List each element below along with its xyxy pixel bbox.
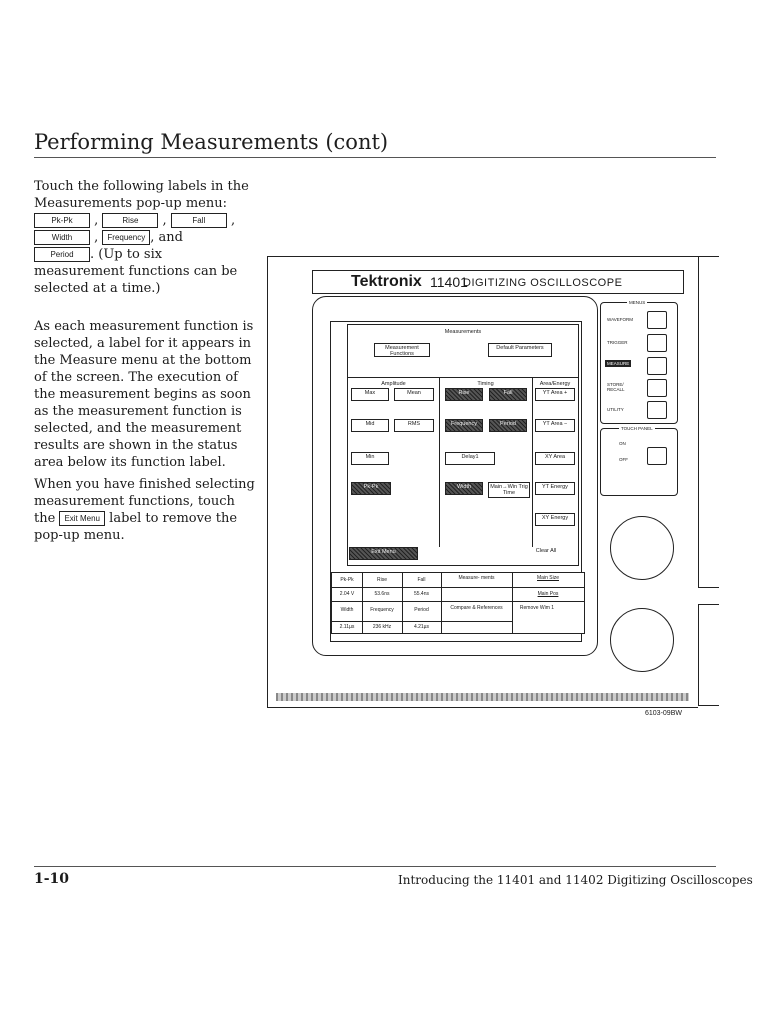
main-pos-label[interactable]: Main Pos [537, 591, 559, 597]
status-col-4 [512, 573, 513, 633]
status-label-pkpk[interactable]: Pk-Pk [340, 577, 354, 583]
intro-paragraph: Touch the following labels in the Measurements pop-up menu: Pk-Pk , Rise , Fall , Width , Frequency , and Period . (Up to six measurement functions can be selected at a time.) [34, 179, 249, 296]
intro-after-text: . (Up to six measurement functions can be selected at a time.) [34, 247, 238, 296]
status-rule-3 [332, 621, 512, 622]
frequency-button[interactable]: Frequency [445, 419, 483, 432]
exit-paragraph [34, 476, 256, 544]
status-value-period: 4.21µs [413, 624, 430, 630]
label-fall: Fall [171, 213, 227, 228]
side-panel-lower [698, 604, 719, 706]
title-rule [34, 157, 716, 158]
status-label-frequency[interactable]: Frequency [370, 607, 394, 613]
status-col-3 [441, 573, 442, 633]
default-parameters-button[interactable]: Default Parameters [488, 343, 552, 357]
label-period: Period [34, 247, 90, 262]
trigger-button[interactable] [647, 334, 667, 352]
status-value-pkpk: 2.04 V [339, 591, 355, 597]
clear-all-button[interactable]: Clear All [516, 547, 576, 560]
compare-references-label[interactable]: Compare & References [450, 605, 503, 611]
delay1-button[interactable]: Delay1 [445, 452, 495, 465]
fall-button[interactable]: Fall [489, 388, 527, 401]
menu-title: Measurements [444, 329, 482, 335]
label-frequency: Frequency [102, 230, 150, 245]
measurements-menu-label[interactable]: Measure- ments [458, 575, 495, 581]
lower-control-knob[interactable] [610, 608, 674, 672]
label-width: Width [34, 230, 90, 245]
status-label-period[interactable]: Period [414, 607, 429, 613]
waveform-button[interactable] [647, 311, 667, 329]
utility-button[interactable] [647, 401, 667, 419]
measurements-popup-menu [347, 324, 579, 566]
model-description: DIGITIZING OSCILLOSCOPE [463, 277, 623, 289]
menu-divider [348, 377, 578, 378]
brand-bar [312, 270, 684, 294]
status-value-rise: 53.6ns [374, 591, 390, 597]
intro-text: Touch the following labels in the Measurements pop-up menu: [34, 179, 249, 211]
side-panel-upper [698, 256, 719, 588]
pkpk-button[interactable]: Pk-Pk [351, 482, 391, 495]
area-energy-heading: Area/Energy [539, 381, 571, 387]
utility-label: UTILITY [607, 407, 624, 412]
xy-energy-button[interactable]: XY Energy [535, 513, 575, 526]
status-rule-1 [332, 587, 584, 588]
trigger-label: TRIGGER [607, 340, 628, 345]
status-value-fall: 55.4ns [413, 591, 429, 597]
main-size-label[interactable]: Main Size [537, 575, 559, 581]
max-button[interactable]: Max [351, 388, 389, 401]
measure-button[interactable] [647, 357, 667, 375]
waveform-label: WAVEFORM [607, 317, 633, 322]
status-rule-2 [332, 601, 584, 602]
status-value-width: 2.11µs [339, 624, 355, 630]
yt-energy-button[interactable]: YT Energy [535, 482, 575, 495]
period-button[interactable]: Period [489, 419, 527, 432]
page-title: Performing Measurements (cont) [34, 130, 389, 154]
remove-wim-label[interactable]: Remove Wim 1 [519, 605, 555, 611]
exit-menu-button[interactable]: Exit Menu [349, 547, 418, 560]
status-label-fall[interactable]: Fall [417, 577, 426, 583]
brand-logo: Tektronix [351, 273, 422, 290]
touch-panel-button[interactable] [647, 447, 667, 465]
status-value-frequency: 236 kHz [372, 624, 392, 630]
mean-button[interactable]: Mean [394, 388, 434, 401]
min-button[interactable]: Min [351, 452, 389, 465]
exit-after-text: label to remove the pop-up menu. [34, 511, 238, 543]
amplitude-heading: Amplitude [381, 381, 406, 387]
label-pkpk: Pk-Pk [34, 213, 90, 228]
exit-before-text: When you have finished selecting measurement functions, touch the [34, 477, 255, 526]
status-label-rise[interactable]: Rise [376, 577, 387, 583]
bottom-vent-strip [276, 693, 689, 701]
store-recall-label: STORE/ RECALL [607, 382, 625, 392]
width-button[interactable]: Width [445, 482, 483, 495]
label-exit-menu: Exit Menu [59, 511, 105, 526]
touch-panel-heading: TOUCH PANEL [621, 426, 653, 431]
main-win-trig-time-button[interactable]: Main→Win Trig Time [488, 482, 530, 498]
measure-status-area [331, 572, 585, 634]
mid-button[interactable]: Mid [351, 419, 389, 432]
and-text: , and [150, 230, 183, 245]
menus-heading: MENUS [629, 300, 646, 305]
model-number: 11401 [430, 274, 468, 290]
measurement-functions-button[interactable]: Measurement Functions [374, 343, 430, 357]
book-title: Introducing the 11401 and 11402 Digitizing Oscilloscopes [398, 873, 753, 887]
yt-area-minus-button[interactable]: YT Area − [535, 419, 575, 432]
touch-off-label: OFF [619, 457, 628, 462]
page-number: 1-10 [34, 871, 70, 887]
upper-control-knob[interactable] [610, 516, 674, 580]
figure-number: 6103-09BW [645, 710, 682, 717]
measure-label: MEASURE [607, 361, 630, 366]
yt-area-plus-button[interactable]: YT Area + [535, 388, 575, 401]
store-recall-button[interactable] [647, 379, 667, 397]
xy-area-button[interactable]: XY Area [535, 452, 575, 465]
menus-control-group [600, 302, 678, 424]
menu-column-divider-1 [439, 377, 440, 547]
status-label-width[interactable]: Width [340, 607, 354, 613]
rise-button[interactable]: Rise [445, 388, 483, 401]
menu-column-divider-2 [532, 377, 533, 547]
footer-rule [34, 866, 716, 867]
selection-paragraph: As each measurement function is selected, a label for it appears in the Measure menu at the bottom of the screen. The execution of the measurement begins as soon as the measurement function is selected, and the measurement results are shown in the status area below its function label. [34, 319, 254, 470]
label-rise: Rise [102, 213, 158, 228]
touch-panel-group [600, 428, 678, 496]
rms-button[interactable]: RMS [394, 419, 434, 432]
touch-on-label: ON [619, 441, 626, 446]
timing-heading: Timing [477, 381, 494, 387]
